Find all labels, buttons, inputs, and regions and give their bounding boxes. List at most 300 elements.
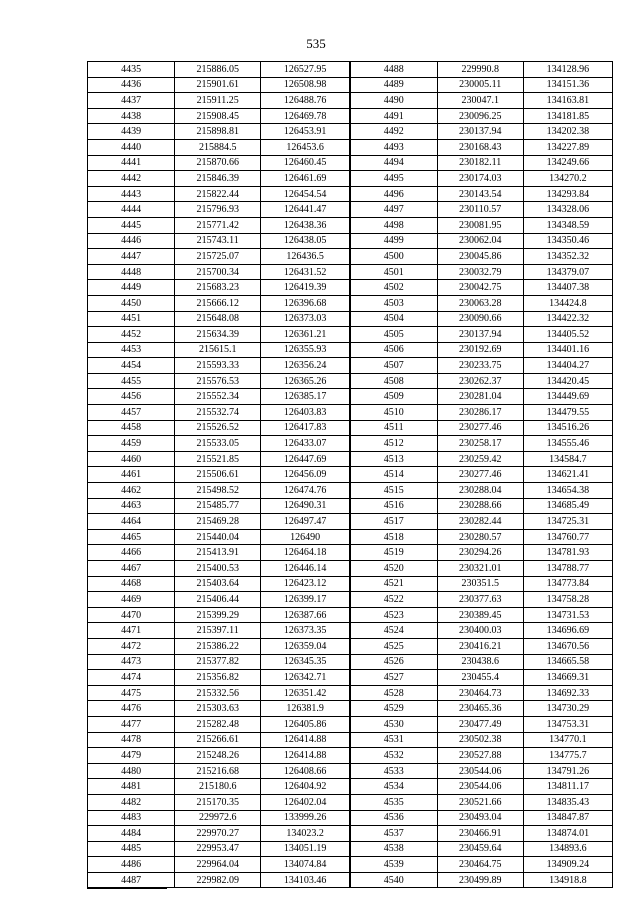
y-coordinate-cell: 134407.38 bbox=[523, 280, 612, 296]
y-coordinate-cell: 126399.17 bbox=[261, 592, 350, 608]
x-coordinate-cell: 215615.1 bbox=[175, 342, 261, 358]
y-coordinate-cell: 126414.88 bbox=[261, 732, 350, 748]
x-coordinate-cell: 230233.75 bbox=[437, 358, 523, 374]
table-row bbox=[88, 810, 613, 826]
table-row bbox=[88, 202, 613, 218]
x-coordinate-cell: 215266.61 bbox=[175, 732, 261, 748]
y-coordinate-cell: 134352.32 bbox=[523, 249, 612, 265]
point-id-cell: 4506 bbox=[350, 342, 437, 358]
y-coordinate-cell: 134781.93 bbox=[523, 545, 612, 561]
point-id-cell: 4435 bbox=[88, 62, 175, 78]
x-coordinate-cell: 229964.04 bbox=[175, 857, 261, 873]
y-coordinate-cell: 134874.01 bbox=[523, 826, 612, 842]
point-id-cell: 4467 bbox=[88, 561, 175, 577]
table-row bbox=[88, 545, 613, 561]
point-id-cell: 4455 bbox=[88, 373, 175, 389]
y-coordinate-cell: 126373.03 bbox=[261, 311, 350, 327]
x-coordinate-cell: 215377.82 bbox=[175, 654, 261, 670]
point-id-cell: 4454 bbox=[88, 358, 175, 374]
table-row bbox=[88, 576, 613, 592]
table-row bbox=[88, 77, 613, 93]
x-coordinate-cell: 230081.95 bbox=[437, 217, 523, 233]
x-coordinate-cell: 215506.61 bbox=[175, 467, 261, 483]
point-id-cell: 4485 bbox=[88, 841, 175, 857]
point-id-cell: 4525 bbox=[350, 638, 437, 654]
x-coordinate-cell: 215911.25 bbox=[175, 93, 261, 109]
y-coordinate-cell: 134401.16 bbox=[523, 342, 612, 358]
y-coordinate-cell: 134074.84 bbox=[261, 857, 350, 873]
point-id-cell: 4474 bbox=[88, 670, 175, 686]
point-id-cell: 4482 bbox=[88, 794, 175, 810]
x-coordinate-cell: 215666.12 bbox=[175, 295, 261, 311]
y-coordinate-cell: 126414.88 bbox=[261, 748, 350, 764]
x-coordinate-cell: 230527.88 bbox=[437, 748, 523, 764]
y-coordinate-cell: 134773.84 bbox=[523, 576, 612, 592]
point-id-cell: 4510 bbox=[350, 405, 437, 421]
table-row bbox=[88, 217, 613, 233]
y-coordinate-cell: 126373.35 bbox=[261, 623, 350, 639]
table-row bbox=[88, 841, 613, 857]
x-coordinate-cell: 230521.66 bbox=[437, 794, 523, 810]
y-coordinate-cell: 134379.07 bbox=[523, 264, 612, 280]
y-coordinate-cell: 134328.06 bbox=[523, 202, 612, 218]
point-id-cell: 4469 bbox=[88, 592, 175, 608]
y-coordinate-cell: 126433.07 bbox=[261, 436, 350, 452]
point-id-cell: 4508 bbox=[350, 373, 437, 389]
table-row bbox=[88, 763, 613, 779]
table-row bbox=[88, 670, 613, 686]
x-coordinate-cell: 215413.91 bbox=[175, 545, 261, 561]
point-id-cell: 4453 bbox=[88, 342, 175, 358]
x-coordinate-cell: 230464.75 bbox=[437, 857, 523, 873]
x-coordinate-cell: 230281.04 bbox=[437, 389, 523, 405]
y-coordinate-cell: 126497.47 bbox=[261, 514, 350, 530]
x-coordinate-cell: 230400.03 bbox=[437, 623, 523, 639]
x-coordinate-cell: 230063.28 bbox=[437, 295, 523, 311]
point-id-cell: 4459 bbox=[88, 436, 175, 452]
point-id-cell: 4478 bbox=[88, 732, 175, 748]
x-coordinate-cell: 230259.42 bbox=[437, 451, 523, 467]
y-coordinate-cell: 134665.58 bbox=[523, 654, 612, 670]
table-row bbox=[88, 529, 613, 545]
point-id-cell: 4511 bbox=[350, 420, 437, 436]
point-id-cell: 4519 bbox=[350, 545, 437, 561]
point-id-cell: 4463 bbox=[88, 498, 175, 514]
x-coordinate-cell: 230286.17 bbox=[437, 405, 523, 421]
y-coordinate-cell: 134424.8 bbox=[523, 295, 612, 311]
y-coordinate-cell: 134479.55 bbox=[523, 405, 612, 421]
y-coordinate-cell: 126356.24 bbox=[261, 358, 350, 374]
x-coordinate-cell: 230182.11 bbox=[437, 155, 523, 171]
point-id-cell: 4442 bbox=[88, 171, 175, 187]
table-row bbox=[88, 638, 613, 654]
point-id-cell: 4452 bbox=[88, 327, 175, 343]
point-id-cell: 4512 bbox=[350, 436, 437, 452]
point-id-cell: 4475 bbox=[88, 685, 175, 701]
y-coordinate-cell: 134348.59 bbox=[523, 217, 612, 233]
x-coordinate-cell: 230277.46 bbox=[437, 467, 523, 483]
table-row bbox=[88, 108, 613, 124]
x-coordinate-cell: 230262.37 bbox=[437, 373, 523, 389]
table-row bbox=[88, 358, 613, 374]
point-id-cell: 4513 bbox=[350, 451, 437, 467]
point-id-cell: 4517 bbox=[350, 514, 437, 530]
y-coordinate-cell: 126396.68 bbox=[261, 295, 350, 311]
x-coordinate-cell: 230288.04 bbox=[437, 483, 523, 499]
point-id-cell: 4466 bbox=[88, 545, 175, 561]
x-coordinate-cell: 230005.11 bbox=[437, 77, 523, 93]
x-coordinate-cell: 215397.11 bbox=[175, 623, 261, 639]
x-coordinate-cell: 230502.38 bbox=[437, 732, 523, 748]
point-id-cell: 4443 bbox=[88, 186, 175, 202]
point-id-cell: 4524 bbox=[350, 623, 437, 639]
y-coordinate-cell: 133999.26 bbox=[261, 810, 350, 826]
y-coordinate-cell: 126447.69 bbox=[261, 451, 350, 467]
y-coordinate-cell: 134449.69 bbox=[523, 389, 612, 405]
y-coordinate-cell: 134760.77 bbox=[523, 529, 612, 545]
y-coordinate-cell: 134270.2 bbox=[523, 171, 612, 187]
y-coordinate-cell: 134696.69 bbox=[523, 623, 612, 639]
x-coordinate-cell: 230096.25 bbox=[437, 108, 523, 124]
x-coordinate-cell: 215700.34 bbox=[175, 264, 261, 280]
y-coordinate-cell: 126469.78 bbox=[261, 108, 350, 124]
x-coordinate-cell: 215822.44 bbox=[175, 186, 261, 202]
x-coordinate-cell: 215870.66 bbox=[175, 155, 261, 171]
coordinates-table-body bbox=[88, 62, 613, 888]
x-coordinate-cell: 230258.17 bbox=[437, 436, 523, 452]
y-coordinate-cell: 126385.17 bbox=[261, 389, 350, 405]
point-id-cell: 4539 bbox=[350, 857, 437, 873]
x-coordinate-cell: 230137.94 bbox=[437, 124, 523, 140]
y-coordinate-cell: 134918.8 bbox=[523, 872, 612, 888]
x-coordinate-cell: 229990.8 bbox=[437, 62, 523, 78]
x-coordinate-cell: 230062.04 bbox=[437, 233, 523, 249]
x-coordinate-cell: 230042.75 bbox=[437, 280, 523, 296]
table-row bbox=[88, 826, 613, 842]
x-coordinate-cell: 230544.06 bbox=[437, 763, 523, 779]
y-coordinate-cell: 134669.31 bbox=[523, 670, 612, 686]
y-coordinate-cell: 126355.93 bbox=[261, 342, 350, 358]
x-coordinate-cell: 215180.6 bbox=[175, 779, 261, 795]
point-id-cell: 4477 bbox=[88, 716, 175, 732]
table-row bbox=[88, 436, 613, 452]
y-coordinate-cell: 126461.69 bbox=[261, 171, 350, 187]
x-coordinate-cell: 230137.94 bbox=[437, 327, 523, 343]
point-id-cell: 4531 bbox=[350, 732, 437, 748]
point-id-cell: 4490 bbox=[350, 93, 437, 109]
table-row bbox=[88, 389, 613, 405]
point-id-cell: 4503 bbox=[350, 295, 437, 311]
point-id-cell: 4460 bbox=[88, 451, 175, 467]
y-coordinate-cell: 126365.26 bbox=[261, 373, 350, 389]
point-id-cell: 4520 bbox=[350, 561, 437, 577]
y-coordinate-cell: 126387.66 bbox=[261, 607, 350, 623]
y-coordinate-cell: 126453.6 bbox=[261, 139, 350, 155]
y-coordinate-cell: 134181.85 bbox=[523, 108, 612, 124]
table-row bbox=[88, 732, 613, 748]
x-coordinate-cell: 215469.28 bbox=[175, 514, 261, 530]
y-coordinate-cell: 134249.66 bbox=[523, 155, 612, 171]
y-coordinate-cell: 134811.17 bbox=[523, 779, 612, 795]
y-coordinate-cell: 134685.49 bbox=[523, 498, 612, 514]
table-row bbox=[88, 857, 613, 873]
table-row bbox=[88, 654, 613, 670]
x-coordinate-cell: 230192.69 bbox=[437, 342, 523, 358]
table-row bbox=[88, 373, 613, 389]
page-number: 535 bbox=[306, 36, 326, 51]
x-coordinate-cell: 215648.08 bbox=[175, 311, 261, 327]
y-coordinate-cell: 134835.43 bbox=[523, 794, 612, 810]
y-coordinate-cell: 134791.26 bbox=[523, 763, 612, 779]
y-coordinate-cell: 126345.35 bbox=[261, 654, 350, 670]
x-coordinate-cell: 215908.45 bbox=[175, 108, 261, 124]
y-coordinate-cell: 134670.56 bbox=[523, 638, 612, 654]
table-row bbox=[88, 249, 613, 265]
point-id-cell: 4498 bbox=[350, 217, 437, 233]
point-id-cell: 4441 bbox=[88, 155, 175, 171]
y-coordinate-cell: 126381.9 bbox=[261, 701, 350, 717]
table-row bbox=[88, 420, 613, 436]
point-id-cell: 4493 bbox=[350, 139, 437, 155]
table-row bbox=[88, 607, 613, 623]
x-coordinate-cell: 215743.11 bbox=[175, 233, 261, 249]
y-coordinate-cell: 134051.19 bbox=[261, 841, 350, 857]
point-id-cell: 4470 bbox=[88, 607, 175, 623]
point-id-cell: 4446 bbox=[88, 233, 175, 249]
table-row bbox=[88, 701, 613, 717]
point-id-cell: 4509 bbox=[350, 389, 437, 405]
table-row bbox=[88, 779, 613, 795]
point-id-cell: 4491 bbox=[350, 108, 437, 124]
point-id-cell: 4436 bbox=[88, 77, 175, 93]
x-coordinate-cell: 229970.27 bbox=[175, 826, 261, 842]
table-row bbox=[88, 467, 613, 483]
table-row bbox=[88, 186, 613, 202]
point-id-cell: 4494 bbox=[350, 155, 437, 171]
y-coordinate-cell: 134909.24 bbox=[523, 857, 612, 873]
x-coordinate-cell: 215532.74 bbox=[175, 405, 261, 421]
x-coordinate-cell: 215521.85 bbox=[175, 451, 261, 467]
point-id-cell: 4456 bbox=[88, 389, 175, 405]
x-coordinate-cell: 215170.35 bbox=[175, 794, 261, 810]
x-coordinate-cell: 230351.5 bbox=[437, 576, 523, 592]
y-coordinate-cell: 126436.5 bbox=[261, 249, 350, 265]
x-coordinate-cell: 230090.66 bbox=[437, 311, 523, 327]
point-id-cell: 4497 bbox=[350, 202, 437, 218]
y-coordinate-cell: 134202.38 bbox=[523, 124, 612, 140]
y-coordinate-cell: 126419.39 bbox=[261, 280, 350, 296]
point-id-cell: 4516 bbox=[350, 498, 437, 514]
y-coordinate-cell: 134758.28 bbox=[523, 592, 612, 608]
point-id-cell: 4489 bbox=[350, 77, 437, 93]
y-coordinate-cell: 126460.45 bbox=[261, 155, 350, 171]
x-coordinate-cell: 230459.64 bbox=[437, 841, 523, 857]
y-coordinate-cell: 134128.96 bbox=[523, 62, 612, 78]
x-coordinate-cell: 229982.09 bbox=[175, 872, 261, 888]
y-coordinate-cell: 134420.45 bbox=[523, 373, 612, 389]
point-id-cell: 4521 bbox=[350, 576, 437, 592]
x-coordinate-cell: 230455.4 bbox=[437, 670, 523, 686]
x-coordinate-cell: 230493.04 bbox=[437, 810, 523, 826]
y-coordinate-cell: 126490 bbox=[261, 529, 350, 545]
point-id-cell: 4523 bbox=[350, 607, 437, 623]
y-coordinate-cell: 126403.83 bbox=[261, 405, 350, 421]
point-id-cell: 4479 bbox=[88, 748, 175, 764]
table-row bbox=[88, 592, 613, 608]
point-id-cell: 4439 bbox=[88, 124, 175, 140]
point-id-cell: 4488 bbox=[350, 62, 437, 78]
point-id-cell: 4484 bbox=[88, 826, 175, 842]
x-coordinate-cell: 215526.52 bbox=[175, 420, 261, 436]
y-coordinate-cell: 126404.92 bbox=[261, 779, 350, 795]
x-coordinate-cell: 215440.04 bbox=[175, 529, 261, 545]
point-id-cell: 4462 bbox=[88, 483, 175, 499]
y-coordinate-cell: 134775.7 bbox=[523, 748, 612, 764]
table-row bbox=[88, 139, 613, 155]
point-id-cell: 4481 bbox=[88, 779, 175, 795]
y-coordinate-cell: 134847.87 bbox=[523, 810, 612, 826]
y-coordinate-cell: 126527.95 bbox=[261, 62, 350, 78]
table-row bbox=[88, 311, 613, 327]
point-id-cell: 4448 bbox=[88, 264, 175, 280]
y-coordinate-cell: 126408.66 bbox=[261, 763, 350, 779]
point-id-cell: 4487 bbox=[88, 872, 175, 888]
point-id-cell: 4500 bbox=[350, 249, 437, 265]
point-id-cell: 4515 bbox=[350, 483, 437, 499]
x-coordinate-cell: 215399.29 bbox=[175, 607, 261, 623]
y-coordinate-cell: 126490.31 bbox=[261, 498, 350, 514]
point-id-cell: 4445 bbox=[88, 217, 175, 233]
y-coordinate-cell: 134350.46 bbox=[523, 233, 612, 249]
y-coordinate-cell: 126351.42 bbox=[261, 685, 350, 701]
point-id-cell: 4540 bbox=[350, 872, 437, 888]
table-row bbox=[88, 794, 613, 810]
x-coordinate-cell: 230466.91 bbox=[437, 826, 523, 842]
y-coordinate-cell: 134516.26 bbox=[523, 420, 612, 436]
y-coordinate-cell: 126456.09 bbox=[261, 467, 350, 483]
y-coordinate-cell: 126488.76 bbox=[261, 93, 350, 109]
y-coordinate-cell: 126402.04 bbox=[261, 794, 350, 810]
x-coordinate-cell: 230168.43 bbox=[437, 139, 523, 155]
point-id-cell: 4504 bbox=[350, 311, 437, 327]
x-coordinate-cell: 215533.05 bbox=[175, 436, 261, 452]
x-coordinate-cell: 215884.5 bbox=[175, 139, 261, 155]
x-coordinate-cell: 230294.26 bbox=[437, 545, 523, 561]
table-row bbox=[88, 171, 613, 187]
y-coordinate-cell: 134692.33 bbox=[523, 685, 612, 701]
x-coordinate-cell: 215356.82 bbox=[175, 670, 261, 686]
point-id-cell: 4537 bbox=[350, 826, 437, 842]
x-coordinate-cell: 215386.22 bbox=[175, 638, 261, 654]
point-id-cell: 4495 bbox=[350, 171, 437, 187]
x-coordinate-cell: 230477.49 bbox=[437, 716, 523, 732]
point-id-cell: 4499 bbox=[350, 233, 437, 249]
y-coordinate-cell: 134151.36 bbox=[523, 77, 612, 93]
point-id-cell: 4438 bbox=[88, 108, 175, 124]
y-coordinate-cell: 134788.77 bbox=[523, 561, 612, 577]
point-id-cell: 4465 bbox=[88, 529, 175, 545]
point-id-cell: 4461 bbox=[88, 467, 175, 483]
point-id-cell: 4530 bbox=[350, 716, 437, 732]
y-coordinate-cell: 134227.89 bbox=[523, 139, 612, 155]
table-row bbox=[88, 483, 613, 499]
x-coordinate-cell: 215248.26 bbox=[175, 748, 261, 764]
point-id-cell: 4535 bbox=[350, 794, 437, 810]
point-id-cell: 4514 bbox=[350, 467, 437, 483]
table-row bbox=[88, 716, 613, 732]
y-coordinate-cell: 134422.32 bbox=[523, 311, 612, 327]
point-id-cell: 4496 bbox=[350, 186, 437, 202]
x-coordinate-cell: 215901.61 bbox=[175, 77, 261, 93]
x-coordinate-cell: 230465.36 bbox=[437, 701, 523, 717]
point-id-cell: 4451 bbox=[88, 311, 175, 327]
y-coordinate-cell: 134163.81 bbox=[523, 93, 612, 109]
y-coordinate-cell: 134621.41 bbox=[523, 467, 612, 483]
table-row bbox=[88, 498, 613, 514]
table-row bbox=[88, 93, 613, 109]
table-row bbox=[88, 327, 613, 343]
x-coordinate-cell: 230416.21 bbox=[437, 638, 523, 654]
x-coordinate-cell: 215485.77 bbox=[175, 498, 261, 514]
x-coordinate-cell: 230321.01 bbox=[437, 561, 523, 577]
point-id-cell: 4440 bbox=[88, 139, 175, 155]
y-coordinate-cell: 126438.05 bbox=[261, 233, 350, 249]
coordinates-table bbox=[87, 61, 613, 888]
y-coordinate-cell: 126359.04 bbox=[261, 638, 350, 654]
table-row bbox=[88, 295, 613, 311]
x-coordinate-cell: 215552.34 bbox=[175, 389, 261, 405]
table-row bbox=[88, 514, 613, 530]
y-coordinate-cell: 126508.98 bbox=[261, 77, 350, 93]
y-coordinate-cell: 126423.12 bbox=[261, 576, 350, 592]
x-coordinate-cell: 215886.05 bbox=[175, 62, 261, 78]
point-id-cell: 4502 bbox=[350, 280, 437, 296]
x-coordinate-cell: 230032.79 bbox=[437, 264, 523, 280]
point-id-cell: 4522 bbox=[350, 592, 437, 608]
y-coordinate-cell: 134654.38 bbox=[523, 483, 612, 499]
point-id-cell: 4507 bbox=[350, 358, 437, 374]
y-coordinate-cell: 126446.14 bbox=[261, 561, 350, 577]
point-id-cell: 4529 bbox=[350, 701, 437, 717]
table-row bbox=[88, 405, 613, 421]
x-coordinate-cell: 229972.6 bbox=[175, 810, 261, 826]
x-coordinate-cell: 215498.52 bbox=[175, 483, 261, 499]
table-row bbox=[88, 872, 613, 888]
x-coordinate-cell: 215898.81 bbox=[175, 124, 261, 140]
table-row bbox=[88, 233, 613, 249]
x-coordinate-cell: 215406.44 bbox=[175, 592, 261, 608]
point-id-cell: 4468 bbox=[88, 576, 175, 592]
y-coordinate-cell: 126342.71 bbox=[261, 670, 350, 686]
footer-rule bbox=[87, 888, 167, 889]
x-coordinate-cell: 215683.23 bbox=[175, 280, 261, 296]
point-id-cell: 4473 bbox=[88, 654, 175, 670]
y-coordinate-cell: 134731.53 bbox=[523, 607, 612, 623]
x-coordinate-cell: 215634.39 bbox=[175, 327, 261, 343]
y-coordinate-cell: 126438.36 bbox=[261, 217, 350, 233]
point-id-cell: 4492 bbox=[350, 124, 437, 140]
point-id-cell: 4476 bbox=[88, 701, 175, 717]
x-coordinate-cell: 230389.45 bbox=[437, 607, 523, 623]
y-coordinate-cell: 134555.46 bbox=[523, 436, 612, 452]
table-row bbox=[88, 342, 613, 358]
y-coordinate-cell: 134584.7 bbox=[523, 451, 612, 467]
point-id-cell: 4486 bbox=[88, 857, 175, 873]
y-coordinate-cell: 134725.31 bbox=[523, 514, 612, 530]
table-row bbox=[88, 623, 613, 639]
y-coordinate-cell: 126454.54 bbox=[261, 186, 350, 202]
point-id-cell: 4437 bbox=[88, 93, 175, 109]
